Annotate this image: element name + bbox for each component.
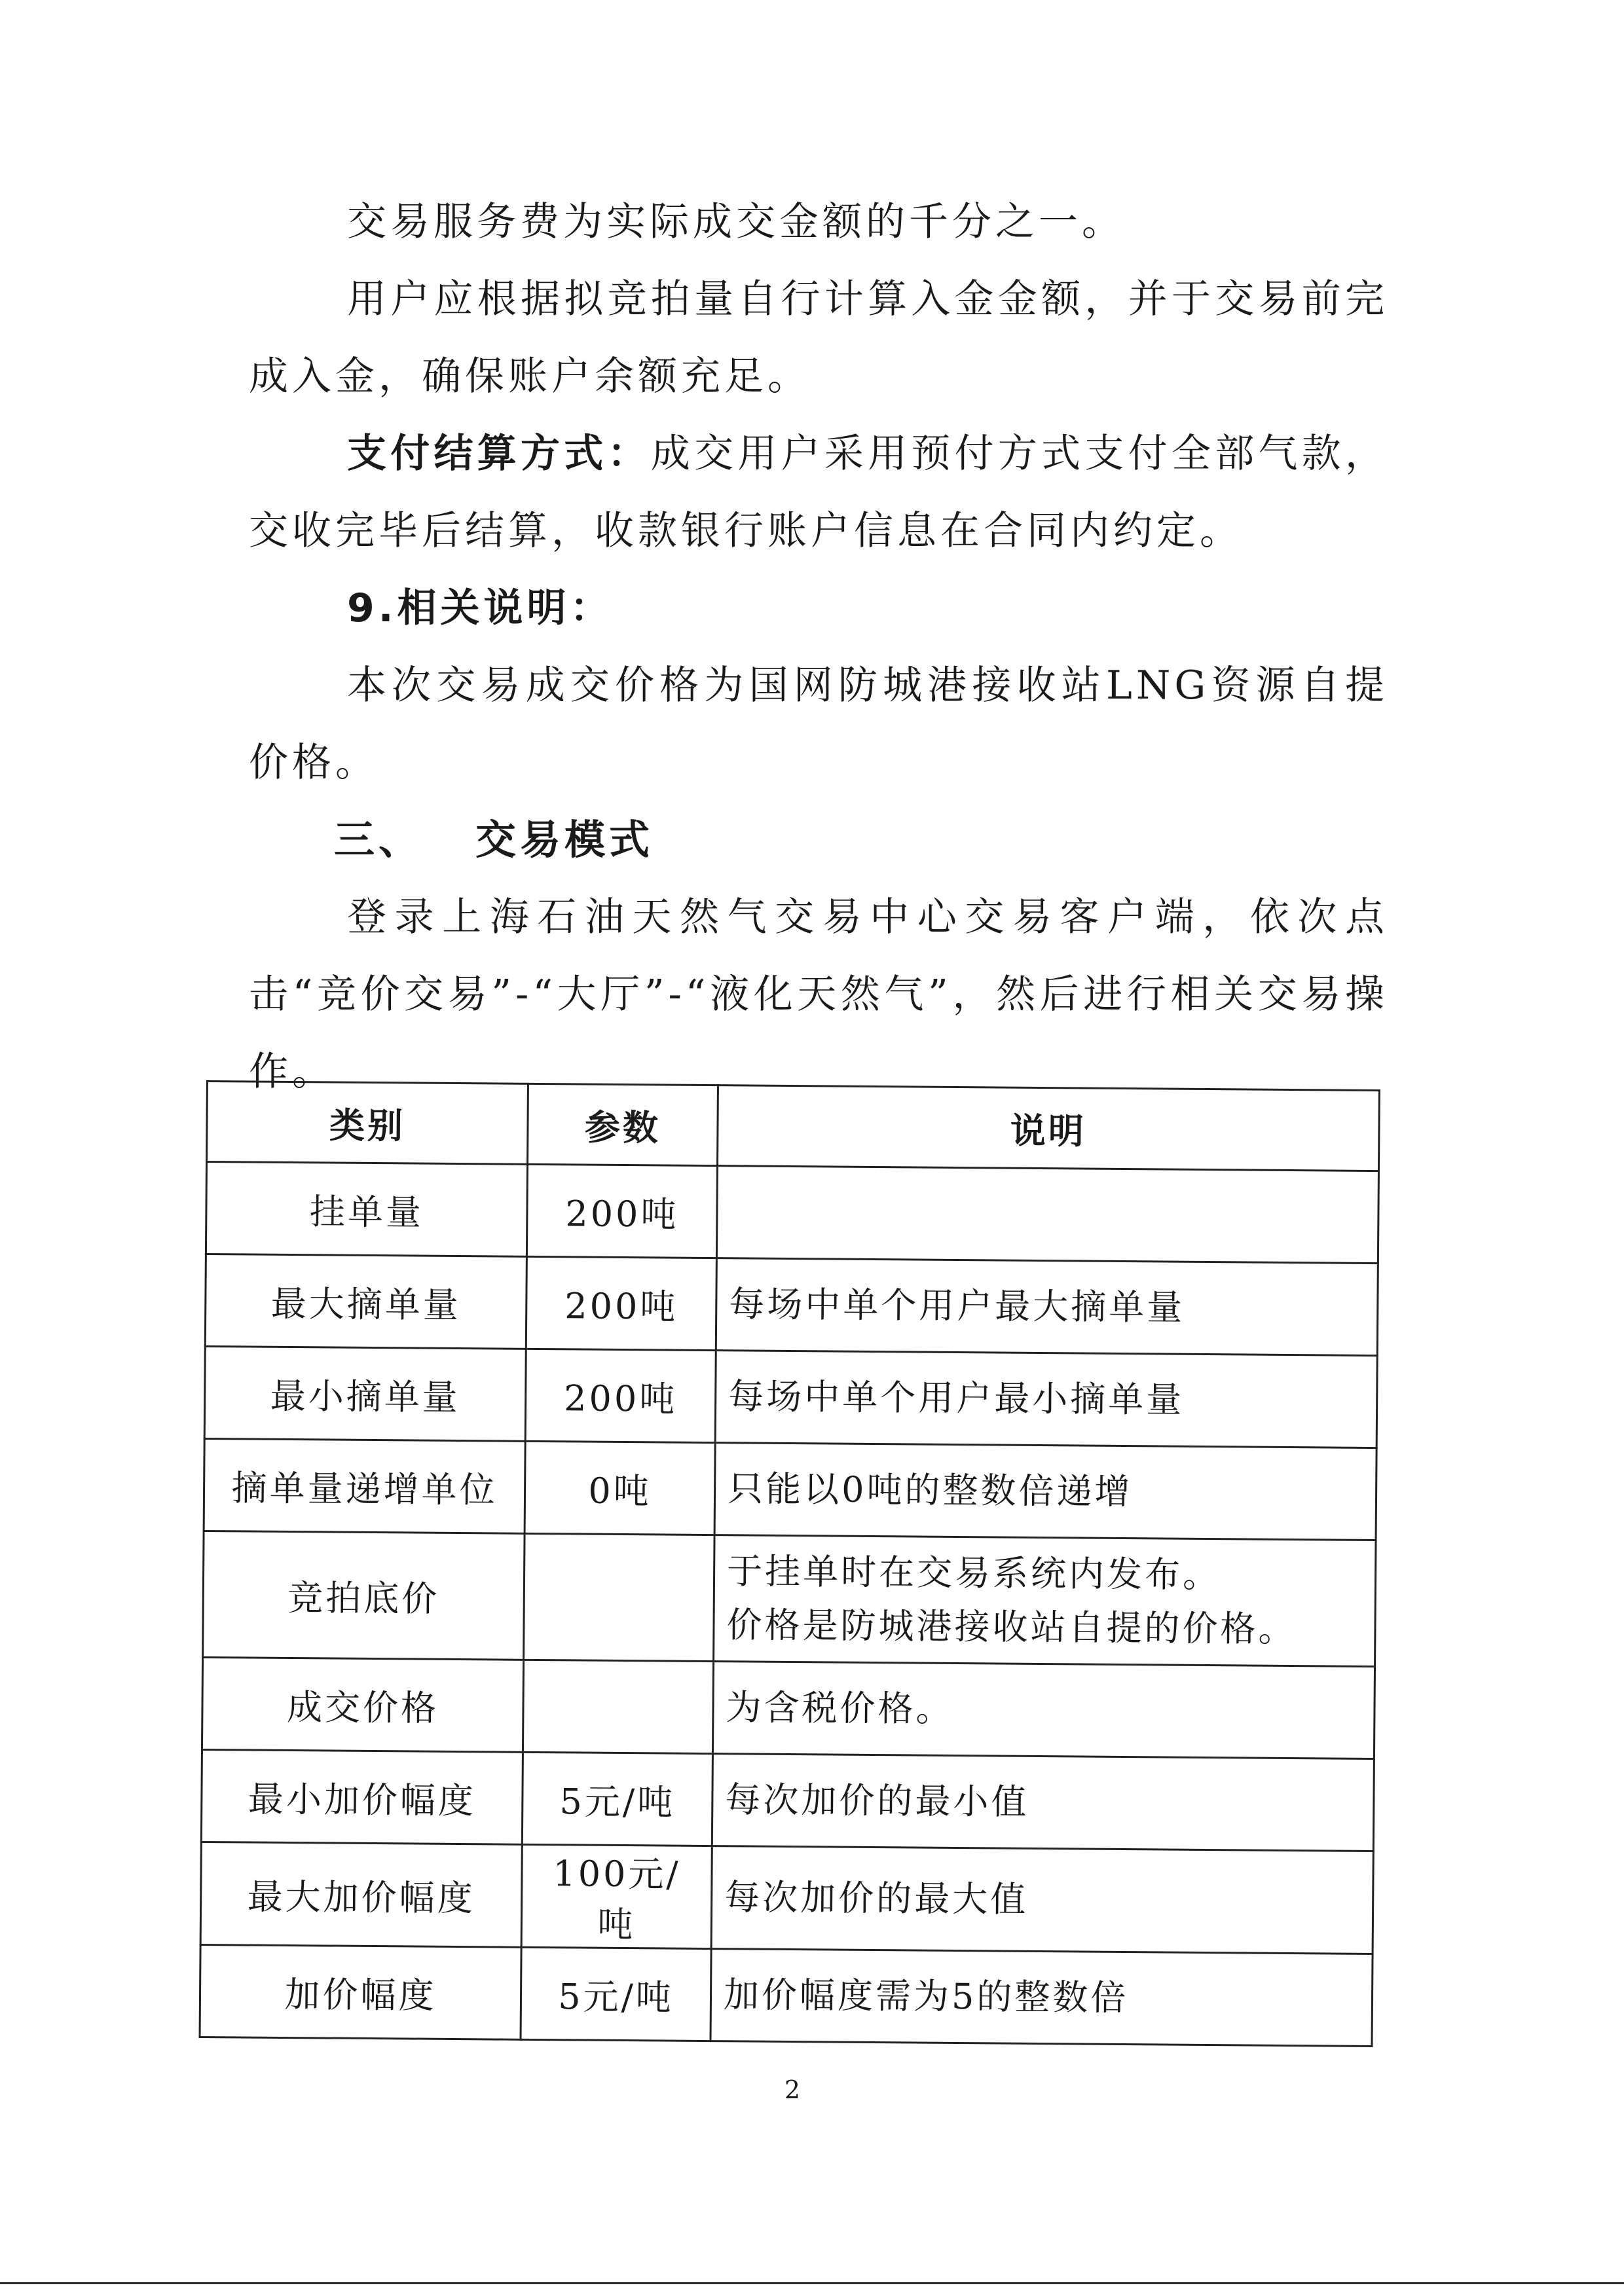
desc-line: 每次加价的最小值 bbox=[725, 1779, 1029, 1823]
cell-category: 最大摘单量 bbox=[205, 1254, 526, 1349]
fee-paragraph: 交易服务费为实际成交金额的千分之一。 bbox=[347, 199, 1125, 245]
section-paragraph: 登录上海石油天然气交易中心交易客户端，依次点击“竞价交易”-“大厅”-“液化天然气”，然后进行相关交易操作。 bbox=[249, 894, 1388, 1095]
table-row bbox=[206, 1162, 1378, 1264]
cell-desc bbox=[716, 1258, 1378, 1356]
header-desc: 说明 bbox=[717, 1085, 1379, 1171]
payment-paragraph bbox=[249, 415, 1388, 570]
cell-category: 成交价格 bbox=[202, 1657, 523, 1752]
desc-line bbox=[729, 1212, 1365, 1217]
table-body bbox=[200, 1162, 1378, 2047]
cell-param: 200吨 bbox=[526, 1164, 717, 1258]
cell-param: 200吨 bbox=[526, 1256, 716, 1350]
cell-desc bbox=[716, 1166, 1378, 1264]
page-bottom-edge bbox=[0, 2282, 1624, 2284]
cell-category: 竞拍底价 bbox=[203, 1531, 525, 1660]
cell-desc bbox=[712, 1662, 1375, 1759]
note-heading: 9.相关说明： bbox=[347, 585, 614, 631]
note-paragraph: 本次交易成交价格为国网防城港接收站LNG资源自提价格。 bbox=[249, 663, 1388, 786]
page-number: 2 bbox=[784, 2075, 801, 2104]
cell-category: 最大加价幅度 bbox=[200, 1842, 522, 1947]
header-param: 参数 bbox=[528, 1084, 718, 1165]
table-row bbox=[203, 1531, 1376, 1666]
cell-param bbox=[523, 1660, 713, 1753]
desc-line: 加价幅度需为5的整数倍 bbox=[723, 1974, 1129, 2019]
cell-param: 5元/吨 bbox=[521, 1947, 711, 2041]
table-row bbox=[205, 1254, 1378, 1356]
desc-line: 每场中单个用户最小摘单量 bbox=[728, 1376, 1185, 1421]
desc-line: 每次加价的最大值 bbox=[724, 1876, 1029, 1920]
desc-line: 只能以0吨的整数倍递增 bbox=[727, 1468, 1133, 1513]
desc-line: 于挂单时在交易系统内发布。 bbox=[726, 1550, 1221, 1596]
table-row bbox=[202, 1657, 1375, 1758]
cell-param bbox=[524, 1533, 715, 1661]
table-row bbox=[200, 1944, 1373, 2046]
desc-line: 每场中单个用户最大摘单量 bbox=[729, 1283, 1185, 1328]
section-number: 三、 bbox=[334, 816, 424, 864]
table-row bbox=[204, 1346, 1377, 1448]
table-header-row bbox=[207, 1082, 1380, 1171]
desc-line: 价格是防城港接收站自提的价格。 bbox=[726, 1604, 1297, 1650]
cell-desc bbox=[715, 1351, 1377, 1448]
cell-category: 最小加价幅度 bbox=[201, 1749, 523, 1844]
document-body bbox=[249, 183, 1388, 1110]
table-row bbox=[201, 1749, 1374, 1851]
header-category: 类别 bbox=[207, 1082, 528, 1165]
cell-category: 挂单量 bbox=[206, 1162, 527, 1257]
deposit-paragraph: 用户应根据拟竞拍量自行计算入金金额，并于交易前完成入金，确保账户余额充足。 bbox=[249, 276, 1388, 399]
trading-parameters-table bbox=[199, 1080, 1380, 2047]
cell-param: 200吨 bbox=[525, 1349, 716, 1442]
cell-desc bbox=[711, 1846, 1373, 1954]
table-row bbox=[200, 1842, 1373, 1954]
cell-category: 加价幅度 bbox=[200, 1944, 521, 2039]
payment-label: 支付结算方式： bbox=[347, 431, 651, 477]
cell-param: 0吨 bbox=[525, 1441, 715, 1535]
section-title: 交易模式 bbox=[475, 816, 654, 864]
desc-line: 为含税价格。 bbox=[726, 1686, 954, 1730]
cell-param: 5元/吨 bbox=[522, 1752, 712, 1846]
table-row bbox=[204, 1438, 1376, 1540]
cell-category: 最小摘单量 bbox=[204, 1346, 526, 1441]
cell-desc bbox=[714, 1535, 1376, 1667]
cell-desc bbox=[710, 1949, 1373, 2047]
cell-desc bbox=[714, 1443, 1376, 1540]
section-heading bbox=[249, 801, 1388, 879]
cell-desc bbox=[712, 1754, 1374, 1851]
cell-param: 100元/吨 bbox=[521, 1844, 712, 1948]
payment-text: 成交用户采用预付方式支付全部气款，交收完毕后结算，收款银行账户信息在合同内约定。 bbox=[249, 431, 1389, 554]
trading-parameters-table-wrapper bbox=[199, 1080, 1378, 2047]
cell-category: 摘单量递增单位 bbox=[204, 1438, 525, 1533]
